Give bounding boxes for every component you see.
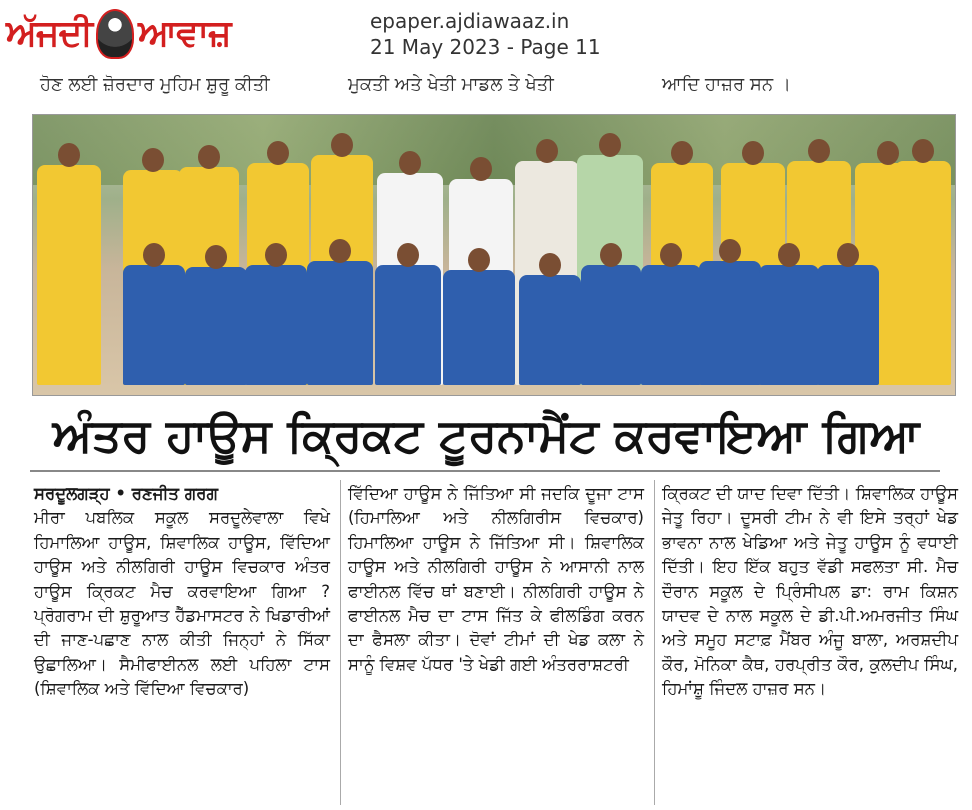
date-page: 21 May 2023 - Page 11 — [370, 35, 601, 59]
photo-person — [37, 165, 101, 385]
article-column-2 — [348, 482, 644, 677]
logo-text-right: ਆਵਾਜ਼ — [138, 13, 231, 54]
photo-person — [699, 261, 761, 385]
fragment-col3: ਆਦਿ ਹਾਜ਼ਰ ਸਨ । — [662, 74, 791, 95]
site-url[interactable]: epaper.ajdiawaaz.in — [370, 9, 570, 33]
column-divider — [340, 480, 341, 805]
article-headline: ਅੰਤਰ ਹਾਊਸ ਕ੍ਰਿਕਟ ਟੂਰਨਾਮੈਂਟ ਕਰਵਾਇਆ ਗਿਆ — [52, 408, 920, 462]
fragment-col2: ਮੁਕਤੀ ਅਤੇ ਖੇਤੀ ਮਾਡਲ ਤੇ ਖੇਤੀ — [348, 74, 554, 95]
byline: ਸਰਦੂਲਗੜ੍ਹ • ਰਣਜੀਤ ਗਰਗ — [34, 484, 218, 503]
team-group-photo — [32, 114, 956, 396]
photo-person — [581, 265, 641, 385]
photo-person — [307, 261, 373, 385]
previous-article-fragment — [0, 70, 972, 100]
article-column-1 — [34, 482, 330, 702]
edition-info — [370, 8, 601, 60]
photo-person — [185, 267, 247, 385]
article-text-col3: ਕ੍ਰਿਕਟ ਦੀ ਯਾਦ ਦਿਵਾ ਦਿੱਤੀ। ਸ਼ਿਵਾਲਿਕ ਹਾਊਸ ਜੇਤੂ ਰਿਹਾ। ਦੂਸਰੀ ਟੀਮ ਨੇ ਵੀ ਇਸੇ ਤਰ੍ਹਾਂ ਖੇਡ ਭਾਵਨਾ ਨਾਲ ਖੇਡਿਆ ਅਤੇ ਜੇਤੂ ਹਾਊਸ ਨੂੰ ਵਧਾਈ ਦਿੱਤੀ। ਇਹ ਇੱਕ ਬਹੁਤ ਵੱਡੀ ਸਫਲਤਾ ਸੀ. ਮੈਚ ਦੌਰਾਨ ਸਕੂਲ ਦੇ ਪ੍ਰਿੰਸੀਪਲ ਡਾ: ਰਾਮ ਕਿਸ਼ਨ ਯਾਦਵ ਦੇ ਨਾਲ ਸਕੂਲ ਦੇ ਡੀ.ਪੀ.ਅਮਰਜੀਤ ਸਿੰਘ ਅਤੇ ਸਮੂਹ ਸਟਾਫ਼ ਮੈਂਬਰ ਅੰਜੂ ਬਾਲਾ, ਅਰਸ਼ਦੀਪ ਕੌਰ, ਮੋਨਿਕਾ ਕੈਥ, ਹਰਪ੍ਰੀਤ ਕੌਰ, ਕੁਲਦੀਪ ਸਿੰਘ, ਹਿਮਾਂਸ਼ੂ ਜਿੰਦਲ ਹਾਜ਼ਰ ਸਨ। — [662, 484, 958, 699]
photo-person — [443, 270, 515, 385]
photo-person — [519, 275, 581, 385]
photo-person — [375, 265, 441, 385]
newspaper-logo[interactable] — [6, 6, 231, 62]
headline-rule — [30, 470, 940, 472]
article-text-col2: ਵਿੱਦਿਆ ਹਾਊਸ ਨੇ ਜਿੱਤਿਆ ਸੀ ਜਦਕਿ ਦੂਜਾ ਟਾਸ (ਹਿਮਾਲਿਆ ਅਤੇ ਨੀਲਗਿਰੀਸ ਵਿਚਕਾਰ) ਹਿਮਾਲਿਆ ਹਾਊਸ ਨੇ ਜਿੱਤਿਆ ਸੀ। ਸ਼ਿਵਾਲਿਕ ਹਾਊਸ ਅਤੇ ਨੀਲਗਿਰੀ ਹਾਊਸ ਨੇ ਆਸਾਨੀ ਨਾਲ ਫਾਈਨਲ ਵਿੱਚ ਥਾਂ ਬਣਾਈ। ਨੀਲਗਿਰੀ ਹਾਊਸ ਨੇ ਫਾਈਨਲ ਮੈਚ ਦਾ ਟਾਸ ਜਿੱਤ ਕੇ ਫੀਲਡਿੰਗ ਕਰਨ ਦਾ ਫੈਸਲਾ ਕੀਤਾ। ਦੋਵਾਂ ਟੀਮਾਂ ਦੀ ਖੇਡ ਕਲਾ ਨੇ ਸਾਨੂੰ ਵਿਸ਼ਵ ਪੱਧਰ 'ਤੇ ਖੇਡੀ ਗਈ ਅੰਤਰਰਾਸ਼ਟਰੀ — [348, 484, 644, 674]
article-column-3 — [662, 482, 958, 702]
logo-text-left: ਅੱਜਦੀ — [6, 13, 93, 54]
photo-person — [123, 265, 185, 385]
eagle-emblem-icon — [96, 9, 134, 59]
fragment-col1: ਹੋਣ ਲਈ ਜ਼ੋਰਦਾਰ ਮੁਹਿਮ ਸ਼ੁਰੂ ਕੀਤੀ — [40, 74, 270, 95]
photo-person — [759, 265, 819, 385]
photo-person — [895, 161, 951, 385]
photo-person — [245, 265, 307, 385]
column-divider — [654, 480, 655, 805]
photo-person — [817, 265, 879, 385]
photo-person — [641, 265, 701, 385]
article-text-col1: ਮੀਰਾ ਪਬਲਿਕ ਸਕੂਲ ਸਰਦੂਲੇਵਾਲਾ ਵਿਖੇ ਹਿਮਾਲਿਆ ਹਾਊਸ, ਸ਼ਿਵਾਲਿਕ ਹਾਊਸ, ਵਿੱਦਿਆ ਹਾਊਸ ਅਤੇ ਨੀਲਗਿਰੀ ਹਾਊਸ ਵਿਚਕਾਰ ਅੰਤਰ ਹਾਊਸ ਕ੍ਰਿਕਟ ਮੈਚ ਕਰਵਾਇਆ ਗਿਆ ? ਪ੍ਰੋਗਰਾਮ ਦੀ ਸ਼ੁਰੂਆਤ ਹੈੱਡਮਾਸਟਰ ਨੇ ਖਿਡਾਰੀਆਂ ਦੀ ਜਾਣ-ਪਛਾਣ ਨਾਲ ਕੀਤੀ ਜਿਨ੍ਹਾਂ ਨੇ ਸਿੱਕਾ ਉਛਾਲਿਆ। ਸੈਮੀਫਾਈਨਲ ਲਈ ਪਹਿਲਾ ਟਾਸ (ਸ਼ਿਵਾਲਿਕ ਅਤੇ ਵਿੱਦਿਆ ਵਿਚਕਾਰ) — [34, 508, 330, 699]
masthead — [0, 0, 972, 78]
